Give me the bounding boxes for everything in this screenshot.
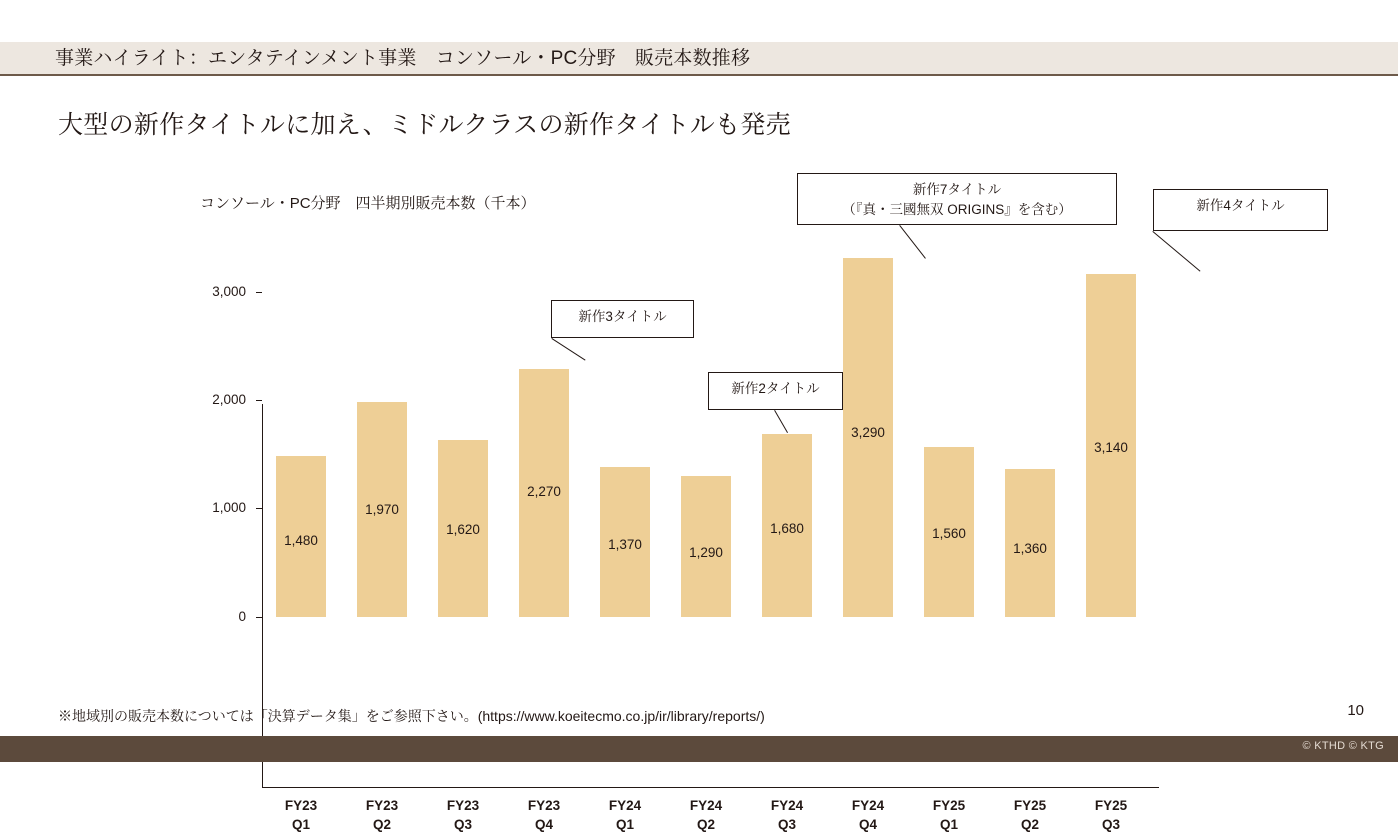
x-axis-label-line2: Q4 [534,817,553,832]
y-axis-line [262,404,263,788]
x-axis-label-line1: FY24 [851,798,885,813]
callout-leader-3 [551,338,585,361]
x-axis-label-line1: FY23 [446,798,480,813]
x-axis-label-line2: Q2 [696,817,715,832]
header-divider [0,74,1398,76]
x-axis-label-fy23-q2 [337,796,427,834]
callout-new-titles-2 [708,372,843,410]
callout-leader-4 [1152,231,1200,272]
x-axis-label-line1: FY25 [1013,798,1047,813]
bar-label-fy23-q2: 1,970 [365,502,399,517]
x-axis-label-line2: Q3 [1101,817,1120,832]
callout-new-titles-3 [551,300,694,338]
x-axis-label-line2: Q2 [372,817,391,832]
x-axis-label-line2: Q1 [291,817,310,832]
y-axis-label-1000: 1,000 [212,500,246,515]
bar-label-fy24-q4: 3,290 [851,425,885,440]
y-tick-1000 [256,508,262,509]
y-axis-label-2000: 2,000 [212,392,246,407]
x-axis-label-line1: FY23 [527,798,561,813]
footer-copyright: © KTHD © KTG [1302,740,1384,752]
x-axis-label-line2: Q1 [615,817,634,832]
page-number: 10 [1347,702,1364,719]
x-axis-label-fy24-q4 [823,796,913,834]
y-axis-label-0: 0 [238,609,246,624]
x-axis-label-fy23-q4 [499,796,589,834]
callout-line-1: 新作3タイトル [578,309,667,324]
callout-line-1: 新作4タイトル [1196,198,1285,213]
x-axis-line [262,787,1159,788]
bar-label-fy25-q3: 3,140 [1094,440,1128,455]
x-axis-label-line1: FY23 [365,798,399,813]
bar-label-fy23-q4: 2,270 [527,484,561,499]
x-axis-label-fy25-q2 [985,796,1075,834]
y-axis-label-3000: 3,000 [212,284,246,299]
footnote: ※地域別の販売本数については「決算データ集」をご参照下さい。(https://www.koeitecmo.co.jp/ir/library/reports/) [58,708,765,724]
x-axis-label-fy24-q2 [661,796,751,834]
x-axis-label-line1: FY25 [932,798,966,813]
x-axis-label-line2: Q3 [777,817,796,832]
y-tick-0 [256,617,262,618]
x-axis-label-fy25-q3 [1066,796,1156,834]
callout-leader-2 [774,410,788,433]
x-axis-label-fy24-q1 [580,796,670,834]
bar-label-fy25-q1: 1,560 [932,526,966,541]
x-axis-label-line1: FY24 [770,798,804,813]
bar-label-fy25-q2: 1,360 [1013,541,1047,556]
callout-new-titles-7 [797,173,1117,225]
x-axis-label-line1: FY25 [1094,798,1128,813]
footer-band [0,736,1398,762]
x-axis-label-line2: Q3 [453,817,472,832]
callout-line-1: 新作2タイトル [731,381,820,396]
x-axis-label-fy23-q3 [418,796,508,834]
headline: 大型の新作タイトルに加え、ミドルクラスの新作タイトルも発売 [58,111,791,139]
y-tick-3000 [256,292,262,293]
callout-leader-7 [899,225,926,259]
x-axis-label-line1: FY24 [689,798,723,813]
bar-label-fy23-q1: 1,480 [284,533,318,548]
bar-label-fy23-q3: 1,620 [446,522,480,537]
bar-label-fy24-q3: 1,680 [770,521,804,536]
chart-subtitle: コンソール・PC分野 四半期別販売本数（千本） [200,195,536,212]
x-axis-label-line2: Q1 [939,817,958,832]
x-axis-label-line1: FY24 [608,798,642,813]
x-axis-label-line2: Q2 [1020,817,1039,832]
bar-label-fy24-q2: 1,290 [689,545,723,560]
callout-line-2: （『真・三國無双 ORIGINS』を含む） [842,202,1072,217]
page-title: 事業ハイライト：エンタテインメント事業 コンソール・PC分野 販売本数推移 [55,48,751,69]
x-axis-label-fy25-q1 [904,796,994,834]
bar-label-fy24-q1: 1,370 [608,537,642,552]
callout-line-1: 新作7タイトル [912,182,1002,197]
x-axis-label-fy23-q1 [256,796,346,834]
x-axis-label-line2: Q4 [858,817,877,832]
x-axis-label-line1: FY23 [284,798,318,813]
y-tick-2000 [256,400,262,401]
x-axis-label-fy24-q3 [742,796,832,834]
callout-new-titles-4 [1153,189,1328,231]
